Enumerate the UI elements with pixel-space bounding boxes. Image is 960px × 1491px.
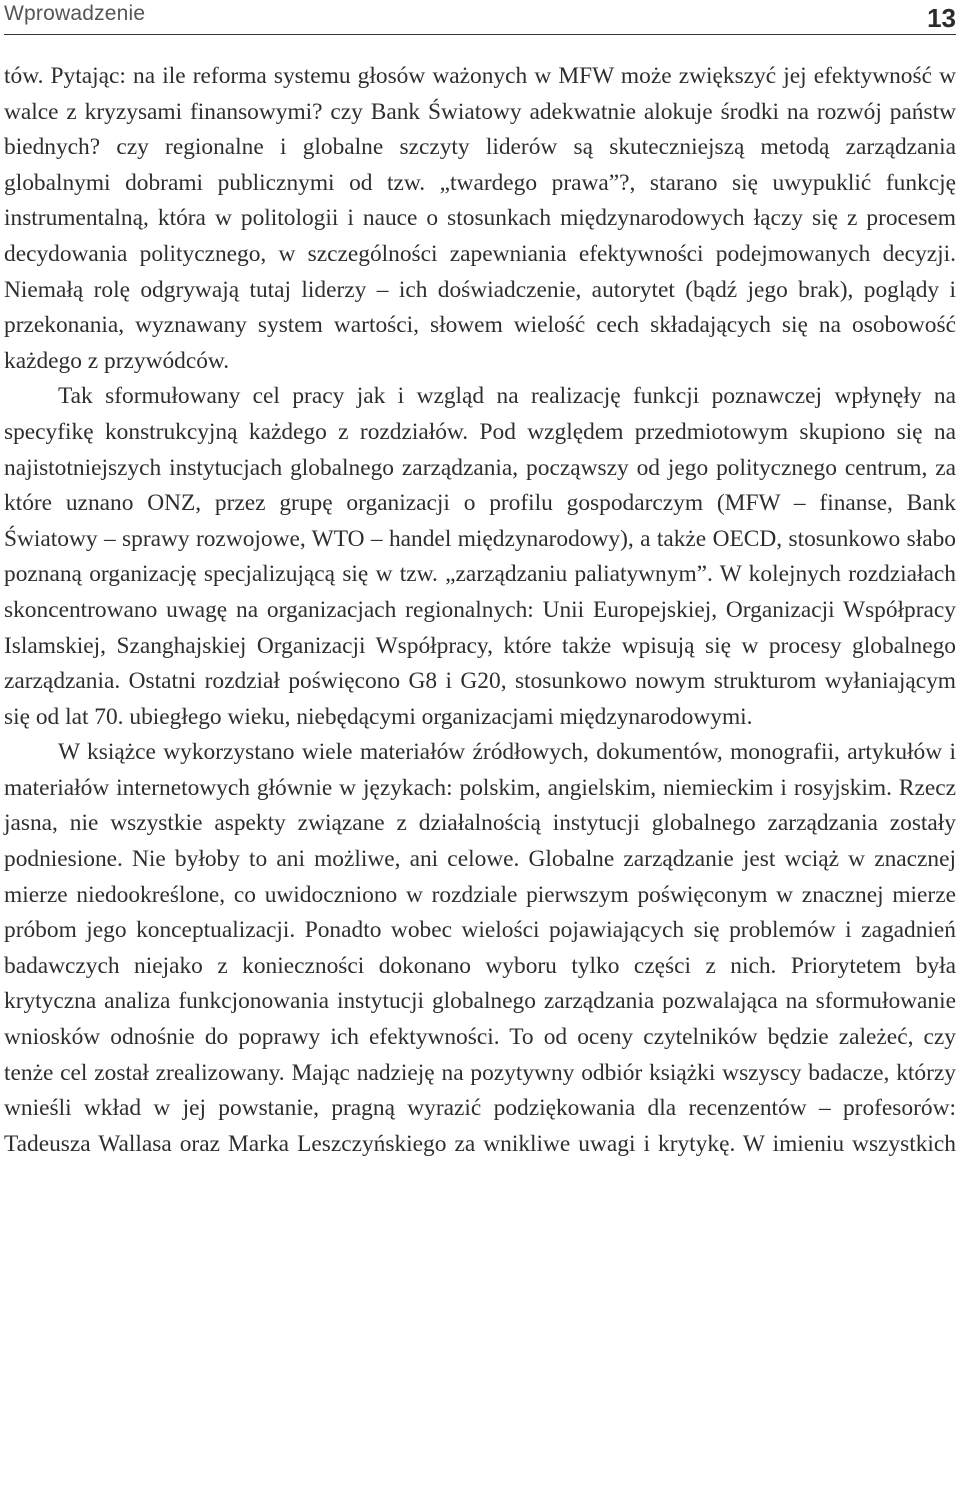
running-header [4,0,956,35]
body-text [4,59,956,1162]
page-number: 13 [927,3,956,33]
section-title: Wprowadzenie [4,2,146,25]
paragraph-continued: tów. Pytając: na ile reforma systemu głosów ważonych w MFW może zwiększyć jej efektywność w walce z kryzysami finansowymi? czy Bank Światowy adekwatnie alokuje środki na rozwój państw biednych? czy regionalne i globalne szczyty liderów są skuteczniejszą metodą zarządzania globalnymi dobrami publicznymi od tzw. „twardego prawa”?, starano się uwypuklić funkcję instrumentalną, która w politologii i nauce o stosunkach międzynarodowych łączy się z procesem decydowania politycznego, w szczególności zapewniania efektywności podejmowanych decyzji. Niemałą rolę odgrywają tutaj liderzy – ich doświadczenie, autorytet (bądź jego brak), poglądy i przekonania, wyznawany system wartości, słowem wielość cech składających się na osobowość każdego z przywódców. [4,63,956,374]
paragraph-scope: Tak sformułowany cel pracy jak i wzgląd na realizację funkcji poznawczej wpłynęły na specyfikę konstrukcyjną każdego z rozdziałów. Pod względem przedmiotowym skupiono się na najistotniejszych instytucjach globalnego zarządzania, począwszy od jego politycznego centrum, za które uznano ONZ, przez grupę organizacji o profilu gospodarczym (MFW – finanse, Bank Światowy – sprawy rozwojowe, WTO – handel międzynarodowy), a także OECD, stosunkowo słabo poznaną organizację specjalizującą się w tzw. „zarządzaniu paliatywnym”. W kolejnych rozdziałach skoncentrowano uwagę na organizacjach regionalnych: Unii Europejskiej, Organizacji Współpracy Islamskiej, Szanghajskiej Organizacji Współpracy, które także wpisują się w procesy globalnego zarządzania. Ostatni rozdział poświęcono G8 i G20, stosunkowo nowym strukturom wyłaniającym się od lat 70. ubiegłego wieku, niebędącymi organizacjami międzynarodowymi. [4,383,956,730]
paragraph-sources: W książce wykorzystano wiele materiałów źródłowych, dokumentów, monografii, artykułów i materiałów internetowych głównie w językach: polskim, angielskim, niemieckim i rosyjskim. Rzecz jasna, nie wszystkie aspekty związane z działalnością instytucji globalnego zarządzania zostały podniesione. Nie byłoby to ani możliwe, ani celowe. Globalne zarządzanie jest wciąż w znacznej mierze niedookreślone, co uwidoczniono w rozdziale pierwszym poświęconym w znacznej mierze próbom jego konceptualizacji. Ponadto wobec wielości pojawiających się problemów i zagadnień badawczych niejako z konieczności dokonano wyboru tylko części z nich. Priorytetem była krytyczna analiza funkcjonowania instytucji globalnego zarządzania pozwalająca na sformułowanie wniosków odnośnie do poprawy ich efektywności. To od oceny czytelników będzie zależeć, czy tenże cel został zrealizowany. Mając nadzieję na pozytywny odbiór książki wszyscy badacze, którzy wnieśli wkład w jej powstanie, pragną wyrazić podziękowania dla recenzentów – profesorów: Tadeusza Wallasa oraz Marka Leszczyńskiego za wnikliwe uwagi i krytykę. W imieniu wszystkich [4,739,956,1157]
